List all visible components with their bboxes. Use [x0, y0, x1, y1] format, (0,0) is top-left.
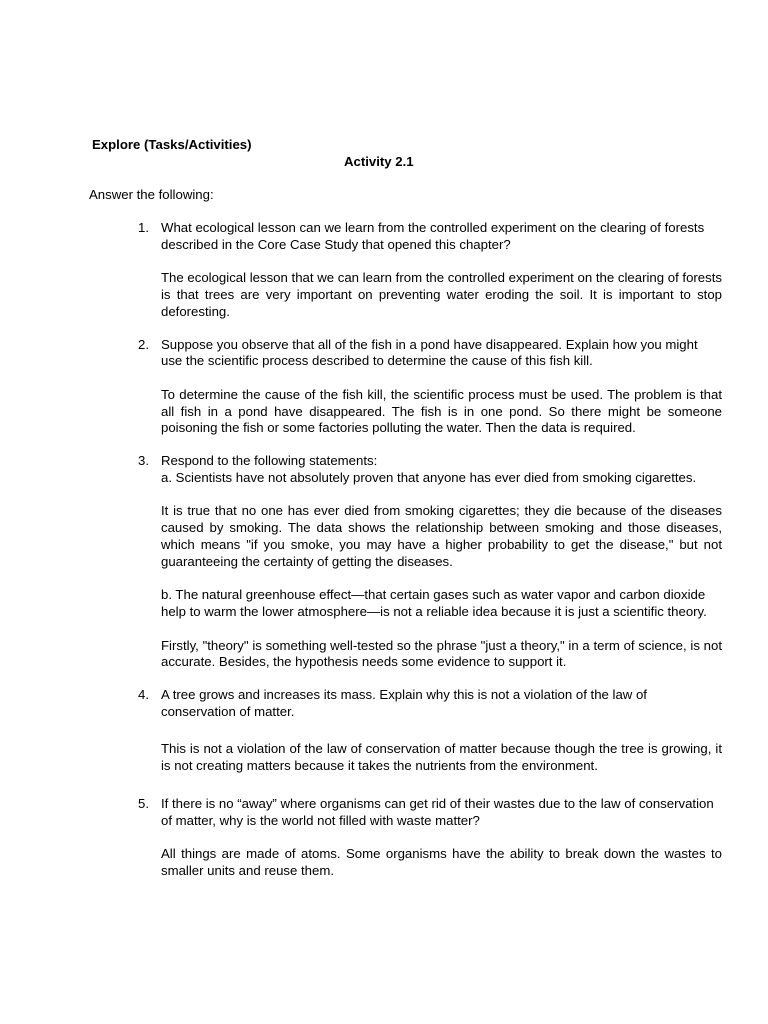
question-text: What ecological lesson can we learn from the controlled experiment on the clearing of forests described in the Core Case Study that opened this chapter?	[161, 220, 705, 252]
question-item-5	[138, 796, 722, 880]
question-text: Suppose you observe that all of the fish in a pond have disappeared. Explain how you might use the scientific process described to determine the cause of this fish kill.	[161, 336, 698, 369]
answer-text: The ecological lesson that we can learn from the controlled experiment on the clearing of forests is that trees are very important on preventing water eroding the soil. It is important to stop deforesting.	[161, 270, 722, 319]
question-item-1	[138, 220, 722, 321]
question-text: Respond to the following statements:	[161, 453, 378, 469]
question-text: If there is no “away” where organisms can get rid of their wastes due to the law of conservation of matter, why is the world not filled with waste matter?	[161, 795, 714, 828]
question-item-2	[138, 337, 722, 438]
question-text: A tree grows and increases its mass. Explain why this is not a violation of the law of conservation of matter.	[161, 687, 647, 719]
sub-answer-a: It is true that no one has ever died from smoking cigarettes; they die because of the diseases caused by smoking. The data shows the relationship between smoking and those diseases, which means "if you smoke, you may have a higher probability to get the disease," but not guaranteeing the certainty of getting the diseases.	[161, 503, 722, 569]
question-number: 2.	[138, 336, 149, 352]
answer-text: To determine the cause of the fish kill, the scientific process must be used. The problem is that all fish in a pond have disappeared. The fish is in one pond. So there might be someone poisoning the fish or some factories polluting the water. Then the data is required.	[161, 386, 722, 436]
answer-text: All things are made of atoms. Some organisms have the ability to break down the wastes to smaller units and reuse them.	[161, 846, 722, 878]
question-item-3	[138, 453, 722, 671]
sub-question-a: a. Scientists have not absolutely proven that anyone has ever died from smoking cigarettes.	[161, 469, 697, 485]
question-number: 4.	[138, 687, 149, 703]
question-list	[138, 220, 722, 896]
question-item-4	[138, 687, 722, 775]
instructions: Answer the following:	[89, 187, 214, 202]
section-title: Explore (Tasks/Activities)	[92, 137, 252, 152]
sub-answer-b: Firstly, "theory" is something well-tested so the phrase "just a theory," in a term of science, is not accurate. Besides, the hypothesis needs some evidence to support it.	[161, 637, 722, 670]
activity-title: Activity 2.1	[344, 154, 414, 169]
question-number: 1.	[138, 220, 149, 235]
answer-text: This is not a violation of the law of conservation of matter because though the tree is growing, it is not creating matters because it takes the nutrients from the environment.	[161, 741, 722, 774]
sub-question-b: b. The natural greenhouse effect—that certain gases such as water vapor and carbon dioxide help to warm the lower atmosphere—is not a reliable idea because it is just a scientific theory.	[161, 587, 707, 619]
question-number: 5.	[138, 795, 149, 811]
question-number: 3.	[138, 453, 149, 469]
